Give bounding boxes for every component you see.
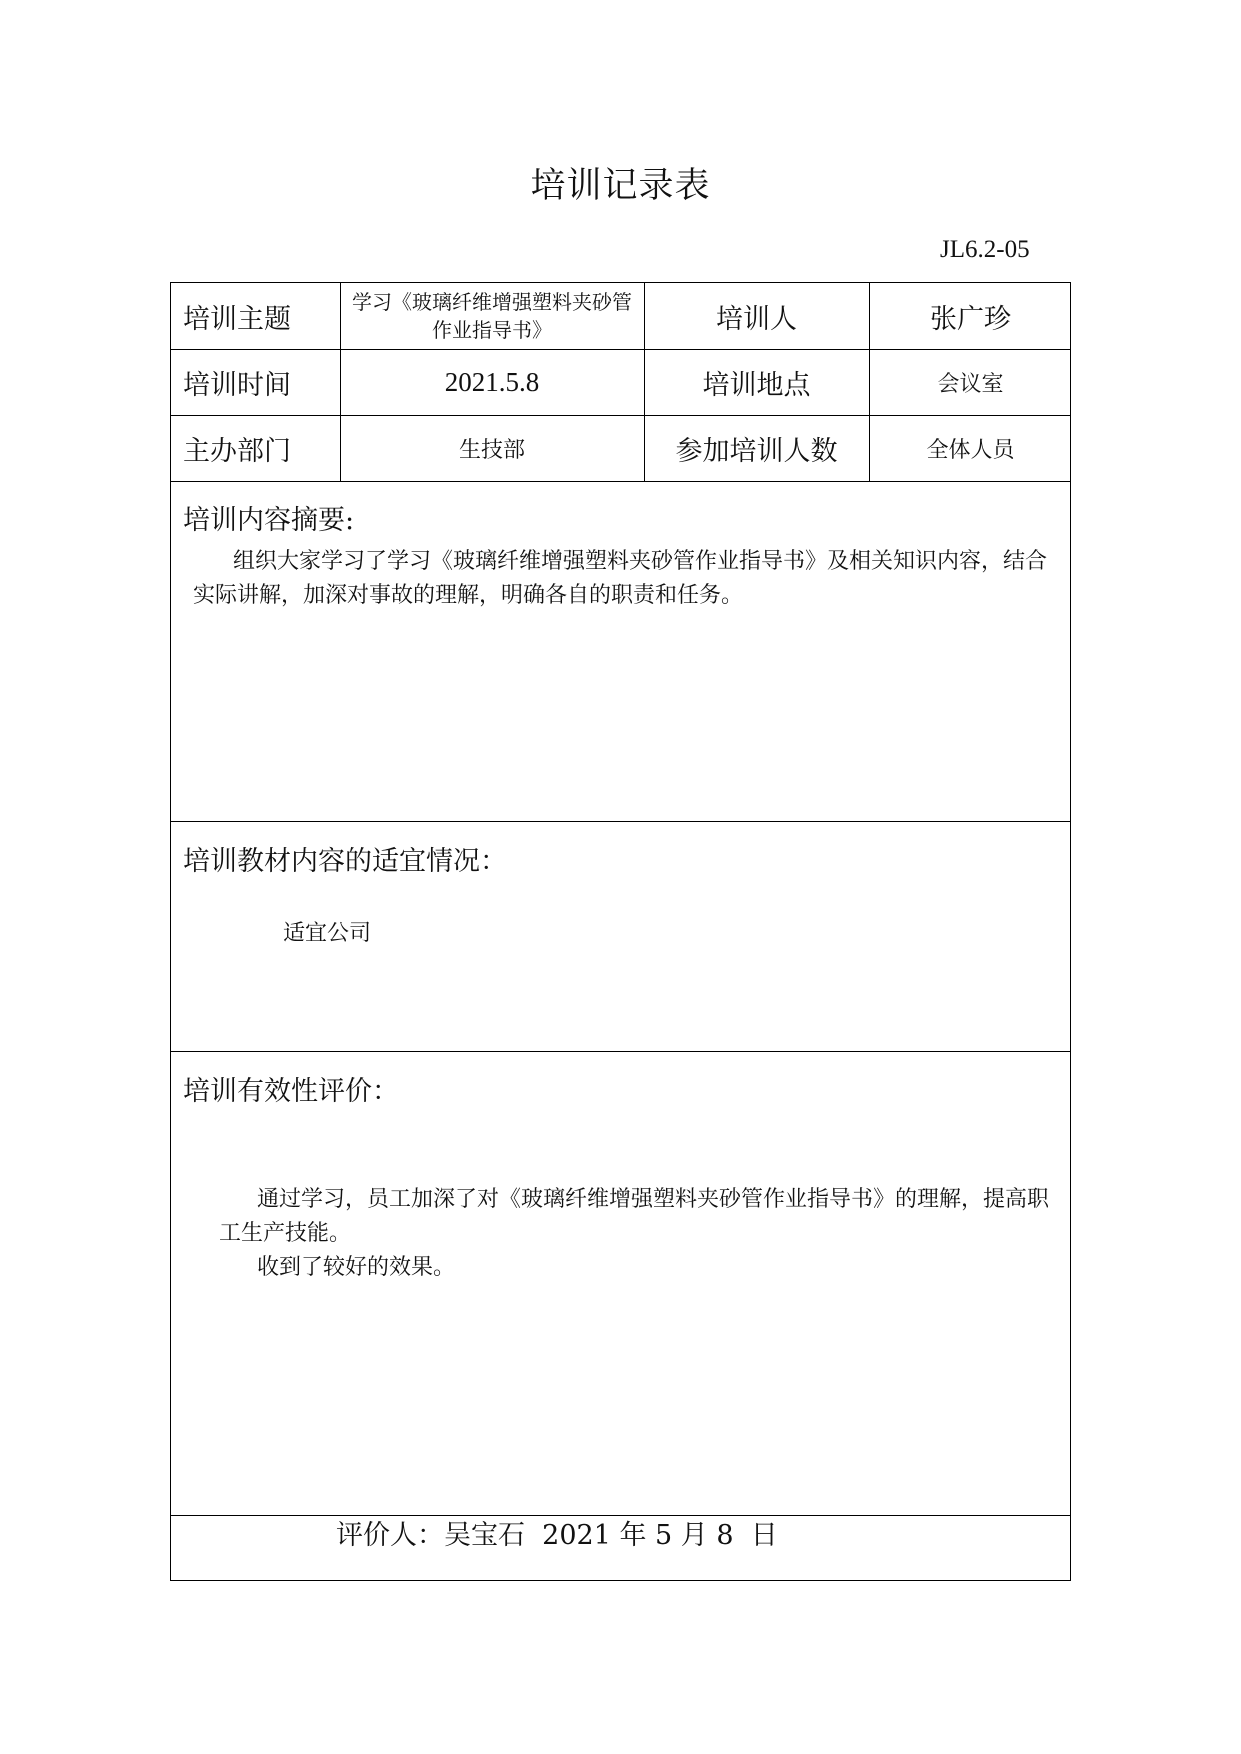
summary-label: 培训内容摘要:	[183, 505, 355, 536]
section-divider	[171, 821, 1070, 822]
place-label: 培训地点	[702, 369, 811, 401]
topic-value: 学习《玻璃纤维增强塑料夹砂管作业指导书》	[352, 290, 632, 342]
department-value: 生技部	[458, 437, 525, 463]
attendee-count-value: 全体人员	[926, 437, 1015, 463]
time-label: 培训时间	[183, 369, 291, 401]
topic-label: 培训主题	[183, 303, 291, 335]
evaluator-signature-line: 评价人：吴宝石 2021 年 5 月 8 日	[336, 1520, 778, 1551]
time-value: 2021.5.8	[444, 366, 540, 397]
effectiveness-result: 收到了较好的效果。	[257, 1255, 456, 1280]
effectiveness-label: 培训有效性评价：	[183, 1076, 399, 1107]
attendee-count-label: 参加培训人数	[675, 435, 838, 467]
summary-text: 组织大家学习了学习《玻璃纤维增强塑料夹砂管作业指导书》及相关知识内容，结合实际讲解，加深对事故的理解，明确各自的职责和任务。	[193, 549, 1048, 608]
place-value: 会议室	[937, 371, 1004, 397]
suitability-text: 适宜公司	[283, 921, 372, 946]
page-title: 培训记录表	[530, 166, 711, 206]
document-code: JL6.2-05	[940, 236, 1030, 263]
effectiveness-text: 通过学习，员工加深了对《玻璃纤维增强塑料夹砂管作业指导书》的理解，提高职工生产技能。	[219, 1187, 1050, 1246]
section-divider	[171, 1051, 1070, 1052]
department-label: 主办部门	[183, 435, 291, 467]
trainer-label: 培训人	[716, 303, 797, 335]
training-record-table	[170, 282, 1071, 1581]
trainer-value: 张广珍	[930, 303, 1011, 335]
row-divider	[171, 481, 1070, 482]
suitability-label: 培训教材内容的适宜情况：	[183, 846, 507, 877]
